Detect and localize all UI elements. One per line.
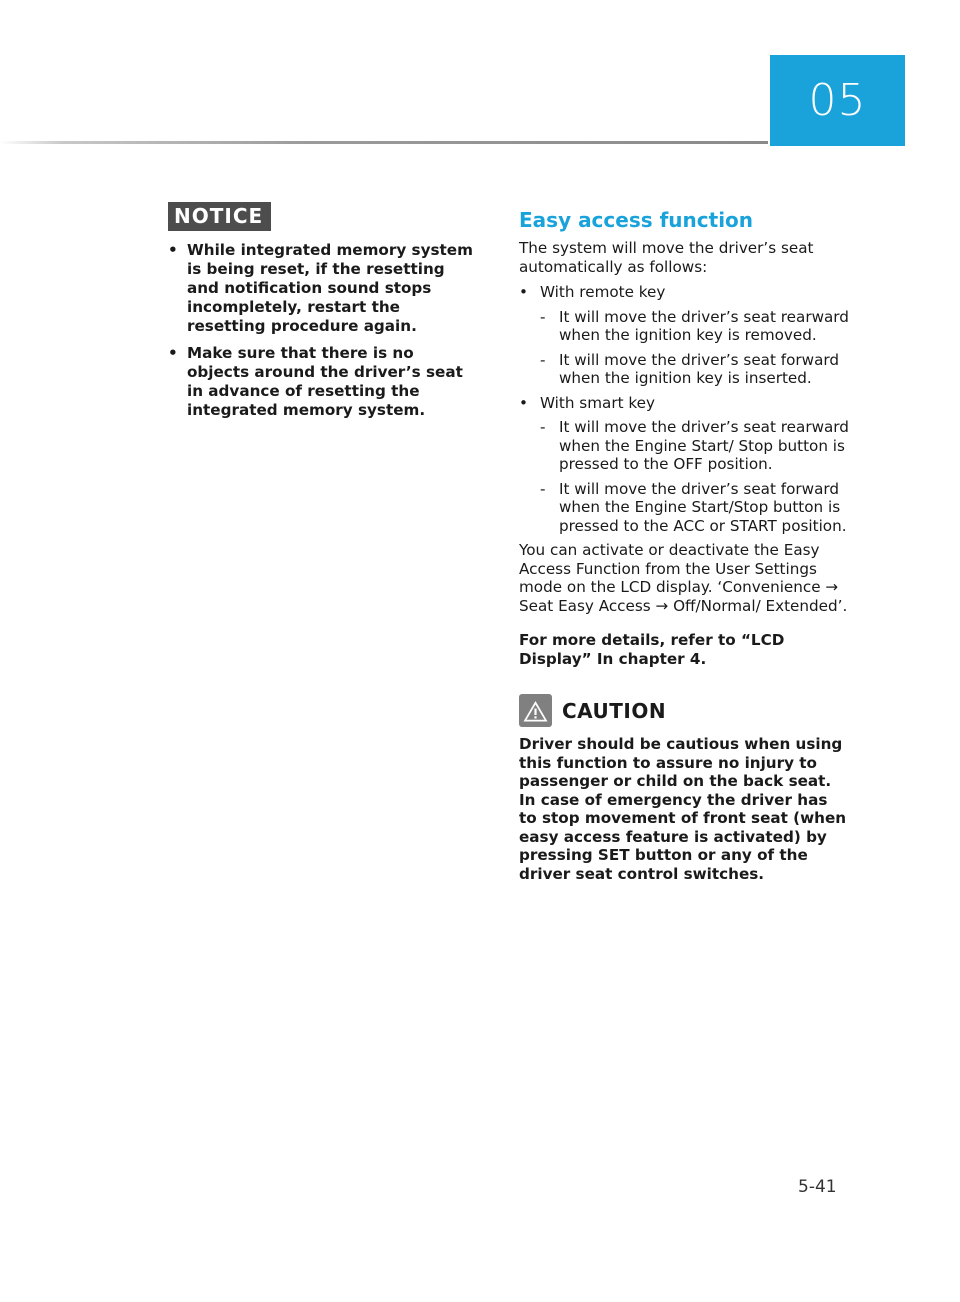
bullet: • bbox=[168, 241, 178, 259]
sublist-text: It will move the driver’s seat forward when the Engine Start/Stop button is pressed to the ACC or START position. bbox=[559, 479, 847, 535]
section-title: Easy access function bbox=[519, 208, 754, 232]
list-item bbox=[540, 480, 849, 536]
chapter-number: 05 bbox=[808, 75, 867, 126]
bullet: • bbox=[168, 344, 178, 362]
notice-item-text: Make sure that there is no objects around the driver’s seat in advance of resetting the integrated memory system. bbox=[187, 344, 463, 419]
notice-item-text: While integrated memory system is being reset, if the resetting and notification sound stops incompletely, restart the resetting procedure again. bbox=[187, 241, 473, 335]
dash: - bbox=[540, 479, 546, 498]
smart-key-label: With smart key bbox=[540, 393, 655, 412]
smart-key-sublist bbox=[540, 418, 849, 535]
sublist-text: It will move the driver’s seat forward when the ignition key is inserted. bbox=[559, 350, 839, 387]
dash: - bbox=[540, 350, 546, 369]
bullet: • bbox=[519, 283, 528, 301]
chapter-tab bbox=[770, 55, 905, 146]
remote-key-label: With remote key bbox=[540, 283, 666, 301]
list-item-remote-key bbox=[519, 283, 849, 388]
list-item bbox=[540, 351, 849, 388]
bullet: • bbox=[519, 393, 528, 412]
sublist-text: It will move the driver’s seat rearward when the ignition key is removed. bbox=[559, 307, 849, 344]
key-type-list bbox=[519, 283, 849, 535]
activation-paragraph: You can activate or deactivate the Easy Access Function from the User Settings mode on the LCD display. ‘Convenience → Seat Easy Access → Off/Normal/ Extended’. bbox=[519, 541, 848, 615]
list-item bbox=[168, 344, 473, 420]
remote-key-sublist bbox=[540, 308, 849, 388]
page-number: 5-41 bbox=[798, 1177, 837, 1197]
section-intro: The system will move the driver’s seat automatically as follows: bbox=[519, 239, 814, 276]
notice-list bbox=[168, 241, 473, 420]
easy-access-section bbox=[519, 207, 849, 883]
caution-label: CAUTION bbox=[562, 698, 667, 723]
sublist-text: It will move the driver’s seat rearward when the Engine Start/ Stop button is pressed to the OFF position. bbox=[559, 418, 849, 473]
warning-triangle-icon bbox=[519, 694, 552, 727]
dash: - bbox=[540, 307, 546, 326]
caution-header bbox=[519, 694, 849, 727]
reference-paragraph: For more details, refer to “LCD Display” In chapter 4. bbox=[519, 631, 785, 668]
header-rule bbox=[0, 141, 768, 144]
notice-badge: NOTICE bbox=[168, 202, 271, 231]
caution-text: Driver should be cautious when using this function to assure no injury to passenger or child on the back seat. In case of emergency the driver has to stop movement of front seat (when easy access feature is activated) by pressing SET button or any of the driver seat control switches. bbox=[519, 735, 847, 883]
list-item bbox=[540, 308, 849, 345]
list-item bbox=[540, 418, 849, 474]
list-item-smart-key bbox=[519, 394, 849, 536]
notice-box bbox=[168, 202, 473, 428]
dash: - bbox=[540, 418, 546, 436]
list-item bbox=[168, 241, 473, 336]
